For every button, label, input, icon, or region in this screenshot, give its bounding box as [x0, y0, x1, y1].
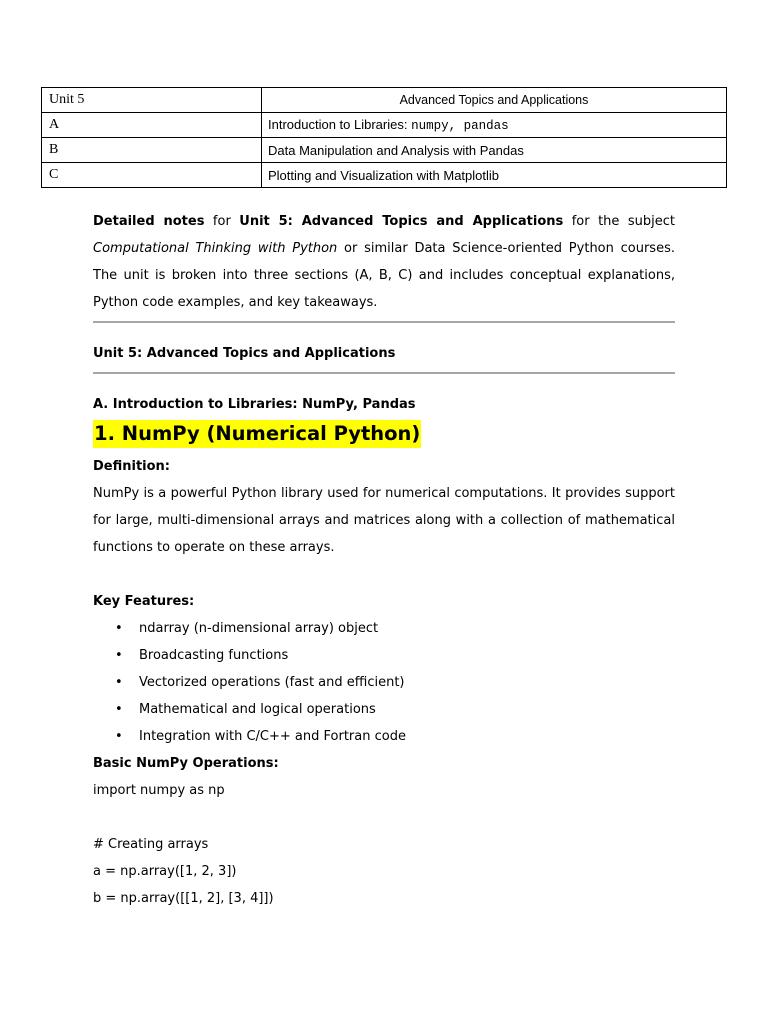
unit-overview-table — [41, 87, 727, 188]
row-code: numpy, pandas — [411, 119, 509, 133]
notes-body — [93, 208, 675, 912]
code-line: b = np.array([[1, 2], [3, 4]]) — [93, 891, 274, 906]
table-row-label: C — [42, 163, 262, 188]
table-row — [42, 138, 727, 163]
table-row-text — [262, 113, 727, 138]
list-item: • Mathematical and logical operations — [115, 696, 675, 723]
section-a-heading: A. Introduction to Libraries: NumPy, Pandas — [93, 397, 416, 412]
definition-text: NumPy is a powerful Python library used for numerical computations. It provides support for large, multi-dimensional arrays and matrices along with a collection of mathematical functions to operate on these arrays. — [93, 486, 675, 555]
intro-text-4: for the subject — [563, 214, 675, 229]
table-row-text: Data Manipulation and Analysis with Pandas — [262, 138, 727, 163]
code-line: # Creating arrays — [93, 837, 209, 852]
code-line: import numpy as np — [93, 783, 225, 798]
table-row-label: B — [42, 138, 262, 163]
intro-text-2: for — [204, 214, 240, 229]
table-header-title: Advanced Topics and Applications — [262, 88, 727, 113]
key-features-list — [93, 615, 675, 750]
code-blank-line — [93, 804, 675, 831]
numpy-title: 1. NumPy (Numerical Python) — [93, 420, 421, 448]
intro-italic-5: Computational Thinking with Python — [93, 241, 338, 256]
table-header-label: Unit 5 — [42, 88, 262, 113]
table-row — [42, 113, 727, 138]
list-item: • Broadcasting functions — [115, 642, 675, 669]
unit-heading: Unit 5: Advanced Topics and Applications — [93, 346, 396, 361]
intro-bold-1: Detailed notes — [93, 214, 205, 229]
table-row-label: A — [42, 113, 262, 138]
list-item: • Vectorized operations (fast and efficient) — [115, 669, 675, 696]
code-line: a = np.array([1, 2, 3]) — [93, 864, 237, 879]
basic-ops-heading: Basic NumPy Operations: — [93, 756, 279, 771]
intro-text-6: or similar Data Science-oriented Python courses. The unit is broken into three sections (A, B, C) and includes conceptual explanations, Python code examples, and key takeaways. — [93, 241, 675, 310]
table-header-row — [42, 88, 727, 113]
key-features-heading: Key Features: — [93, 594, 195, 609]
list-item: • Integration with C/C++ and Fortran code — [115, 723, 675, 750]
intro-paragraph — [93, 208, 675, 316]
table-row — [42, 163, 727, 188]
row-text: Introduction to Libraries: — [268, 117, 412, 132]
table-row-text: Plotting and Visualization with Matplotlib — [262, 163, 727, 188]
definition-heading: Definition: — [93, 459, 171, 474]
intro-bold-3: Unit 5: Advanced Topics and Applications — [239, 214, 564, 229]
list-item: • ndarray (n-dimensional array) object — [115, 615, 675, 642]
